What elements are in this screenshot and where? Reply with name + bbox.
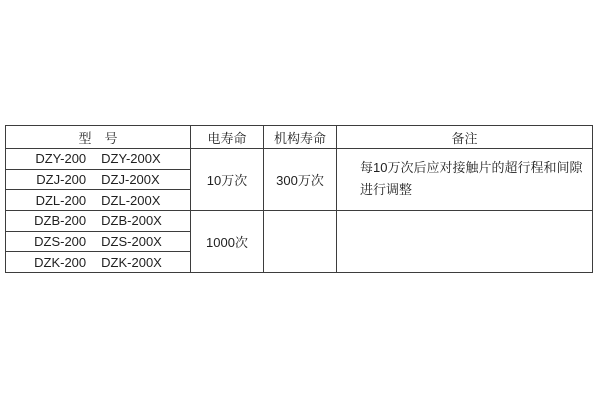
model-primary: DZL-200	[35, 192, 87, 208]
table-row	[6, 149, 593, 170]
model-variant: DZK-200X	[101, 254, 162, 270]
header-remarks: 备注	[337, 126, 593, 149]
model-cell	[6, 190, 191, 211]
remarks-cell	[337, 149, 593, 211]
model-cell	[6, 169, 191, 190]
electrical-life-cell: 1000次	[191, 210, 264, 272]
model-cell	[6, 231, 191, 252]
table-row	[6, 210, 593, 231]
model-primary: DZB-200	[34, 213, 87, 229]
header-model: 型 号	[6, 126, 191, 149]
remark-line-1: 每10万次后应对接触片的超行程和间隙	[360, 160, 583, 176]
model-cell	[6, 149, 191, 170]
mechanism-life-cell: 300万次	[264, 149, 337, 211]
model-variant: DZL-200X	[101, 192, 161, 208]
remark-line-2: 进行调整	[360, 182, 413, 198]
model-cell	[6, 210, 191, 231]
electrical-life-cell: 10万次	[191, 149, 264, 211]
mechanism-life-cell	[264, 210, 337, 272]
model-variant: DZY-200X	[101, 151, 161, 167]
header-row	[6, 126, 593, 149]
model-primary: DZS-200	[34, 233, 87, 249]
spec-table	[5, 125, 593, 273]
model-primary: DZJ-200	[36, 171, 87, 187]
model-variant: DZB-200X	[101, 213, 162, 229]
model-variant: DZJ-200X	[101, 171, 160, 187]
remarks-cell	[337, 210, 593, 272]
model-variant: DZS-200X	[101, 233, 162, 249]
model-primary: DZY-200	[35, 151, 87, 167]
header-mechanism-life: 机构寿命	[264, 126, 337, 149]
model-cell	[6, 252, 191, 273]
header-electrical-life: 电寿命	[191, 126, 264, 149]
model-primary: DZK-200	[34, 254, 87, 270]
